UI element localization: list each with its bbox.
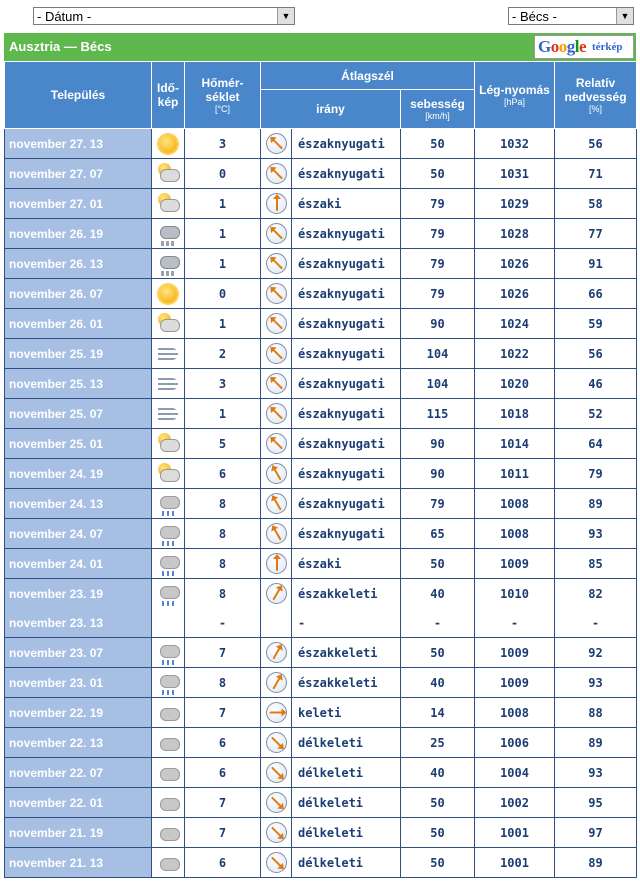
row-wind-dir: északnyugati	[292, 459, 401, 489]
row-temp: 7	[185, 638, 261, 668]
wind-direction-arrow-icon	[266, 313, 287, 334]
row-wind-dir: északi	[292, 549, 401, 579]
wind-arrow-cell	[261, 369, 292, 399]
table-row	[5, 369, 637, 399]
wind-arrow-cell	[261, 818, 292, 848]
row-temp: 1	[185, 399, 261, 429]
row-wind-speed: 104	[401, 339, 475, 369]
cloud-icon	[156, 791, 180, 815]
sun-cloud-icon	[156, 192, 180, 216]
wind-arrow-cell	[261, 249, 292, 279]
row-date: november 23. 07	[5, 638, 152, 668]
row-humidity: 93	[555, 668, 637, 698]
sun-cloud-icon	[152, 459, 185, 489]
wind-icon	[156, 342, 180, 366]
wind-arrow-cell	[261, 698, 292, 728]
row-date: november 22. 13	[5, 728, 152, 758]
wind-direction-arrow-icon	[266, 642, 287, 663]
wind-arrow-cell	[261, 339, 292, 369]
row-wind-dir: délkeleti	[292, 728, 401, 758]
table-row	[5, 579, 637, 609]
wind-direction-arrow-icon	[266, 852, 287, 873]
row-humidity: 89	[555, 728, 637, 758]
sun-icon	[152, 279, 185, 309]
row-humidity: 89	[555, 848, 637, 878]
col-place-header: Település	[5, 62, 152, 129]
wind-direction-arrow-icon	[266, 702, 287, 723]
wind-arrow-cell	[261, 459, 292, 489]
row-temp: 0	[185, 159, 261, 189]
wind-direction-arrow-icon	[266, 523, 287, 544]
table-row	[5, 309, 637, 339]
row-temp: 8	[185, 489, 261, 519]
cloud-icon	[152, 728, 185, 758]
cloud-icon	[152, 848, 185, 878]
row-temp: 1	[185, 219, 261, 249]
row-humidity: 66	[555, 279, 637, 309]
row-wind-dir: -	[292, 608, 401, 638]
wind-arrow-cell	[261, 758, 292, 788]
wind-direction-arrow-icon	[266, 373, 287, 394]
sun-cloud-icon	[156, 312, 180, 336]
row-humidity: 71	[555, 159, 637, 189]
row-wind-dir: északnyugati	[292, 339, 401, 369]
row-wind-speed: 79	[401, 489, 475, 519]
table-row	[5, 848, 637, 878]
row-wind-speed: 65	[401, 519, 475, 549]
row-pressure: 1018	[475, 399, 555, 429]
row-wind-dir: északnyugati	[292, 159, 401, 189]
wind-arrow-cell	[261, 549, 292, 579]
cloud-icon	[156, 821, 180, 845]
row-temp: 8	[185, 668, 261, 698]
table-row	[5, 818, 637, 848]
row-pressure: 1008	[475, 489, 555, 519]
wind-direction-arrow-icon	[266, 283, 287, 304]
row-pressure: 1020	[475, 369, 555, 399]
row-pressure: 1009	[475, 549, 555, 579]
row-wind-dir: északnyugati	[292, 399, 401, 429]
row-wind-speed: 50	[401, 129, 475, 159]
wind-arrow-cell	[261, 429, 292, 459]
row-pressure: 1014	[475, 429, 555, 459]
row-wind-dir: északnyugati	[292, 219, 401, 249]
sun-cloud-icon	[152, 309, 185, 339]
wind-arrow-cell	[261, 189, 292, 219]
row-temp: 7	[185, 698, 261, 728]
cloud-icon	[152, 758, 185, 788]
row-wind-speed: 25	[401, 728, 475, 758]
row-temp: 5	[185, 429, 261, 459]
row-wind-speed: 50	[401, 159, 475, 189]
table-row	[5, 429, 637, 459]
row-date: november 23. 01	[5, 668, 152, 698]
row-wind-speed: 40	[401, 668, 475, 698]
row-pressure: 1011	[475, 459, 555, 489]
row-temp: 8	[185, 519, 261, 549]
rain-cloud-icon	[156, 552, 180, 576]
row-wind-dir: északkeleti	[292, 638, 401, 668]
table-row	[5, 549, 637, 579]
row-humidity: 58	[555, 189, 637, 219]
cloud-icon	[156, 701, 180, 725]
row-wind-speed: 79	[401, 219, 475, 249]
row-date: november 26. 13	[5, 249, 152, 279]
row-pressure: 1022	[475, 339, 555, 369]
sun-cloud-icon	[152, 159, 185, 189]
row-wind-speed: 50	[401, 818, 475, 848]
wind-arrow-cell	[261, 848, 292, 878]
wind-icon	[152, 399, 185, 429]
row-pressure: 1009	[475, 638, 555, 668]
cloud-icon	[152, 818, 185, 848]
row-temp: 6	[185, 758, 261, 788]
wind-arrow-cell	[261, 159, 292, 189]
row-temp: 6	[185, 848, 261, 878]
col-temp-header: Hőmér-séklet [°C]	[185, 62, 261, 129]
sun-icon	[156, 282, 180, 306]
col-sky-header: Idő-kép	[152, 62, 185, 129]
row-wind-dir: északnyugati	[292, 489, 401, 519]
top-bar	[0, 0, 640, 32]
date-select-value: - Dátum -	[37, 9, 92, 24]
row-pressure: 1028	[475, 219, 555, 249]
row-humidity: 77	[555, 219, 637, 249]
region-title: Ausztria — Bécs	[9, 39, 112, 54]
wind-direction-arrow-icon	[266, 133, 287, 154]
weather-table	[4, 61, 637, 878]
wind-direction-arrow-icon	[266, 822, 287, 843]
wind-arrow-cell	[261, 788, 292, 818]
sun-cloud-icon	[152, 189, 185, 219]
wind-arrow-cell	[261, 279, 292, 309]
rain-cloud-icon	[156, 492, 180, 516]
row-pressure: 1009	[475, 668, 555, 698]
row-wind-speed: 79	[401, 189, 475, 219]
table-row	[5, 339, 637, 369]
empty-icon-cell	[152, 608, 185, 638]
row-pressure: 1026	[475, 279, 555, 309]
row-temp: 6	[185, 459, 261, 489]
row-temp: 8	[185, 579, 261, 609]
table-row	[5, 519, 637, 549]
row-wind-dir: északkeleti	[292, 579, 401, 609]
row-wind-speed: 50	[401, 788, 475, 818]
row-humidity: 82	[555, 579, 637, 609]
table-row	[5, 159, 637, 189]
table-row	[5, 279, 637, 309]
wind-direction-arrow-icon	[266, 253, 287, 274]
row-pressure: 1024	[475, 309, 555, 339]
snow-cloud-icon	[152, 249, 185, 279]
cloud-icon	[156, 731, 180, 755]
wind-arrow-cell	[261, 129, 292, 159]
city-select-value: - Bécs -	[512, 9, 557, 24]
row-pressure: 1006	[475, 728, 555, 758]
wind-direction-arrow-icon	[266, 343, 287, 364]
row-pressure: 1002	[475, 788, 555, 818]
row-date: november 26. 19	[5, 219, 152, 249]
row-humidity: 46	[555, 369, 637, 399]
snow-cloud-icon	[156, 252, 180, 276]
row-wind-dir: északnyugati	[292, 129, 401, 159]
wind-direction-arrow-icon	[266, 163, 287, 184]
row-wind-speed: 14	[401, 698, 475, 728]
row-wind-speed: 90	[401, 309, 475, 339]
wind-arrow-cell	[261, 608, 292, 638]
row-date: november 23. 19	[5, 579, 152, 609]
row-date: november 25. 07	[5, 399, 152, 429]
wind-direction-arrow-icon	[266, 732, 287, 753]
row-date: november 26. 07	[5, 279, 152, 309]
row-pressure: 1031	[475, 159, 555, 189]
row-date: november 24. 19	[5, 459, 152, 489]
wind-direction-arrow-icon	[266, 463, 287, 484]
table-row	[5, 638, 637, 668]
row-pressure: 1010	[475, 579, 555, 609]
wind-direction-arrow-icon	[266, 433, 287, 454]
table-row	[5, 698, 637, 728]
sun-cloud-icon	[156, 162, 180, 186]
rain-cloud-icon	[156, 522, 180, 546]
row-pressure: 1026	[475, 249, 555, 279]
wind-direction-arrow-icon	[266, 403, 287, 424]
rain-cloud-icon	[152, 519, 185, 549]
sun-cloud-icon	[156, 432, 180, 456]
row-date: november 26. 01	[5, 309, 152, 339]
wind-arrow-cell	[261, 638, 292, 668]
row-pressure: 1029	[475, 189, 555, 219]
table-row	[5, 608, 637, 638]
row-humidity: 89	[555, 489, 637, 519]
rain-cloud-icon	[156, 641, 180, 665]
wind-direction-arrow-icon	[266, 223, 287, 244]
google-map-label: térkép	[592, 41, 623, 53]
wind-arrow-cell	[261, 219, 292, 249]
row-wind-speed: 79	[401, 279, 475, 309]
col-humidity-header: Relatív nedvesség [%]	[555, 62, 637, 129]
row-wind-dir: délkeleti	[292, 758, 401, 788]
row-wind-dir: északnyugati	[292, 429, 401, 459]
wind-direction-arrow-icon	[266, 583, 287, 604]
row-humidity: 91	[555, 249, 637, 279]
row-wind-dir: északnyugati	[292, 279, 401, 309]
row-wind-dir: délkeleti	[292, 818, 401, 848]
row-wind-speed: 50	[401, 638, 475, 668]
row-temp: 1	[185, 189, 261, 219]
row-date: november 27. 13	[5, 129, 152, 159]
wind-icon	[152, 339, 185, 369]
row-temp: 3	[185, 369, 261, 399]
row-wind-speed: -	[401, 608, 475, 638]
row-date: november 23. 13	[5, 608, 152, 638]
table-row	[5, 728, 637, 758]
rain-cloud-icon	[152, 579, 185, 609]
row-pressure: 1032	[475, 129, 555, 159]
row-temp: 3	[185, 129, 261, 159]
row-humidity: 97	[555, 818, 637, 848]
weather-rows	[5, 129, 637, 878]
sun-icon	[156, 132, 180, 156]
row-wind-dir: északnyugati	[292, 249, 401, 279]
row-humidity: 52	[555, 399, 637, 429]
row-humidity: 93	[555, 519, 637, 549]
wind-arrow-cell	[261, 519, 292, 549]
wind-direction-arrow-icon	[266, 193, 287, 214]
row-temp: 2	[185, 339, 261, 369]
table-row	[5, 758, 637, 788]
row-date: november 21. 13	[5, 848, 152, 878]
row-wind-dir: északnyugati	[292, 369, 401, 399]
row-wind-dir: északnyugati	[292, 309, 401, 339]
row-wind-dir: délkeleti	[292, 848, 401, 878]
wind-arrow-cell	[261, 309, 292, 339]
row-humidity: 93	[555, 758, 637, 788]
wind-arrow-cell	[261, 489, 292, 519]
row-humidity: 88	[555, 698, 637, 728]
row-humidity: 79	[555, 459, 637, 489]
row-wind-dir: keleti	[292, 698, 401, 728]
wind-arrow-cell	[261, 728, 292, 758]
table-row	[5, 788, 637, 818]
table-row	[5, 219, 637, 249]
col-wind-header: Átlagszél	[261, 62, 475, 90]
row-date: november 22. 01	[5, 788, 152, 818]
cloud-icon	[156, 761, 180, 785]
row-wind-dir: északkeleti	[292, 668, 401, 698]
row-temp: 7	[185, 788, 261, 818]
sun-icon	[152, 129, 185, 159]
row-pressure: 1001	[475, 818, 555, 848]
row-date: november 27. 01	[5, 189, 152, 219]
row-pressure: 1001	[475, 848, 555, 878]
table-row	[5, 668, 637, 698]
rain-cloud-icon	[152, 549, 185, 579]
row-humidity: 64	[555, 429, 637, 459]
row-date: november 27. 07	[5, 159, 152, 189]
row-pressure: 1008	[475, 519, 555, 549]
row-wind-speed: 115	[401, 399, 475, 429]
table-row	[5, 399, 637, 429]
chevron-down-icon[interactable]: ▼	[616, 8, 633, 24]
wind-icon	[156, 402, 180, 426]
wind-direction-arrow-icon	[266, 762, 287, 783]
wind-direction-arrow-icon	[266, 792, 287, 813]
rain-cloud-icon	[152, 638, 185, 668]
row-temp: 1	[185, 309, 261, 339]
wind-arrow-cell	[261, 668, 292, 698]
row-wind-speed: 40	[401, 579, 475, 609]
row-wind-speed: 40	[401, 758, 475, 788]
row-wind-speed: 90	[401, 459, 475, 489]
rain-cloud-icon	[156, 582, 180, 606]
row-date: november 25. 13	[5, 369, 152, 399]
row-wind-dir: északnyugati	[292, 519, 401, 549]
rain-cloud-icon	[152, 489, 185, 519]
row-date: november 24. 07	[5, 519, 152, 549]
google-map-link[interactable]	[534, 35, 634, 59]
wind-arrow-cell	[261, 579, 292, 609]
google-logo: Google	[538, 37, 587, 56]
wind-direction-arrow-icon	[266, 672, 287, 693]
row-date: november 21. 19	[5, 818, 152, 848]
col-wind-dir-header: irány	[261, 90, 401, 129]
row-wind-speed: 90	[401, 429, 475, 459]
city-select[interactable]	[508, 7, 634, 25]
snow-cloud-icon	[156, 222, 180, 246]
rain-cloud-icon	[156, 671, 180, 695]
table-row	[5, 249, 637, 279]
sun-cloud-icon	[156, 462, 180, 486]
table-row	[5, 459, 637, 489]
row-temp: 6	[185, 728, 261, 758]
region-header	[4, 33, 636, 61]
date-select[interactable]	[33, 7, 295, 25]
cloud-icon	[152, 788, 185, 818]
row-wind-speed: 50	[401, 549, 475, 579]
sun-cloud-icon	[152, 429, 185, 459]
row-humidity: 56	[555, 129, 637, 159]
row-humidity: 56	[555, 339, 637, 369]
table-row	[5, 489, 637, 519]
col-wind-speed-header: sebesség [km/h]	[401, 90, 475, 129]
row-temp: -	[185, 608, 261, 638]
table-row	[5, 189, 637, 219]
row-date: november 25. 01	[5, 429, 152, 459]
row-temp: 1	[185, 249, 261, 279]
row-temp: 7	[185, 818, 261, 848]
row-pressure: -	[475, 608, 555, 638]
row-wind-dir: délkeleti	[292, 788, 401, 818]
row-pressure: 1008	[475, 698, 555, 728]
table-row	[5, 129, 637, 159]
row-temp: 0	[185, 279, 261, 309]
row-humidity: 85	[555, 549, 637, 579]
row-humidity: 92	[555, 638, 637, 668]
row-date: november 24. 01	[5, 549, 152, 579]
row-wind-speed: 50	[401, 848, 475, 878]
row-wind-dir: északi	[292, 189, 401, 219]
row-humidity: 59	[555, 309, 637, 339]
row-date: november 22. 07	[5, 758, 152, 788]
wind-direction-arrow-icon	[266, 493, 287, 514]
chevron-down-icon[interactable]: ▼	[277, 8, 294, 24]
wind-icon	[152, 369, 185, 399]
wind-direction-arrow-icon	[266, 553, 287, 574]
row-wind-speed: 79	[401, 249, 475, 279]
row-humidity: -	[555, 608, 637, 638]
row-humidity: 95	[555, 788, 637, 818]
cloud-icon	[152, 698, 185, 728]
row-wind-speed: 104	[401, 369, 475, 399]
snow-cloud-icon	[152, 219, 185, 249]
wind-icon	[156, 372, 180, 396]
wind-arrow-cell	[261, 399, 292, 429]
rain-cloud-icon	[152, 668, 185, 698]
row-pressure: 1004	[475, 758, 555, 788]
row-date: november 22. 19	[5, 698, 152, 728]
cloud-icon	[156, 851, 180, 875]
row-temp: 8	[185, 549, 261, 579]
col-pressure-header: Lég-nyomás [hPa]	[475, 62, 555, 129]
row-date: november 25. 19	[5, 339, 152, 369]
row-date: november 24. 13	[5, 489, 152, 519]
